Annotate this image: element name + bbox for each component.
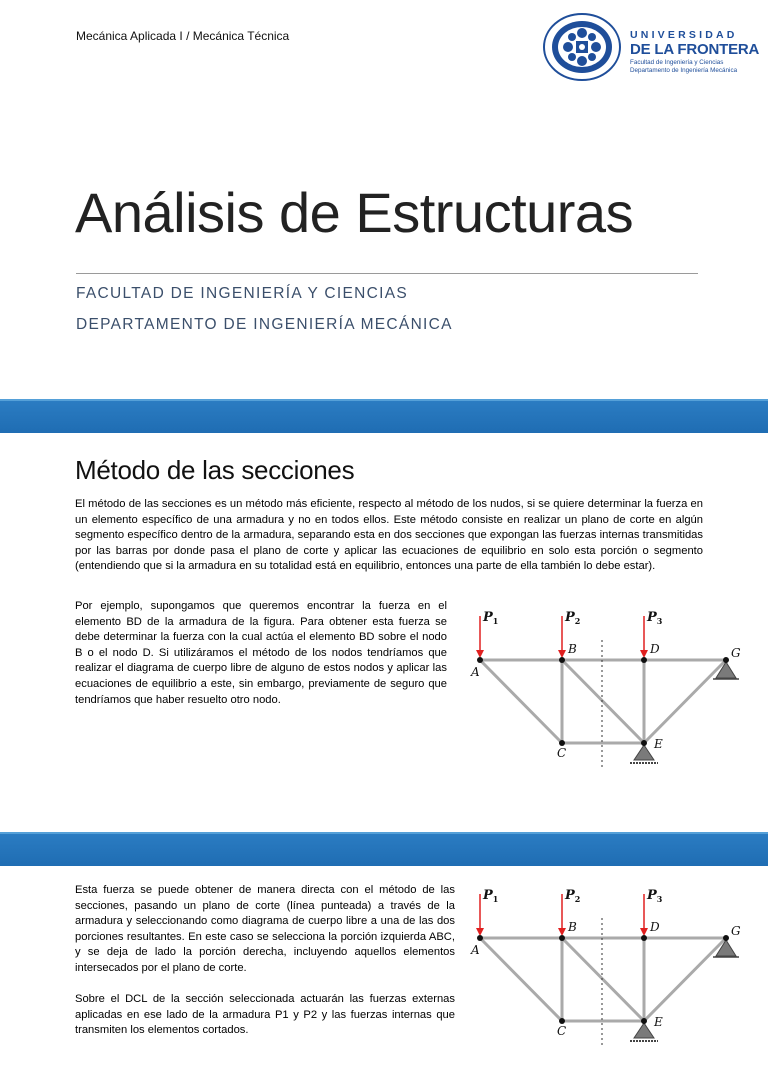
logo-department-line: Departamento de Ingeniería Mecánica (630, 67, 738, 74)
subtitle-department: DEPARTAMENTO DE INGENIERÍA MECÁNICA (76, 316, 453, 333)
section-paragraph-2: Por ejemplo, supongamos que queremos encontrar la fuerza en el elemento BD de la armadura de la figura. Para obtener esta fuerza se debe determinar la fuerza con la cual actúa el elemento BD sobre el nodo B o el nodo D. Si utilizáramos el método de los nodos tendríamos que realizar el diagrama de cuerpo libre de alguno de estos nodos y aplicar las ecuaciones de equilibrio a este, sin embargo, previamente de seguro que tendríamos que haber resuelto otro nodo. (75, 600, 447, 706)
load-label-p3: $P_3$ (647, 888, 663, 904)
truss-figure-2 (458, 878, 748, 1063)
logo-faculty (630, 59, 737, 75)
node-e (641, 740, 647, 746)
section-paragraph-1: El método de las secciones es un método más eficiente, respecto al método de los nudos, si se quiere determinar la fuerza en un elemento específico de una armadura y no en todos ellos. Este método consiste en realizar un plano de corte en algún segmento específico dentro de la armadura, separando esta en dos secciones que expongan las fuerzas internas transmitidas por las barras por donde pasa el plano de corte y aplicar las ecuaciones de equilibrio en solo esta porción o segmento (entendiendo que si la armadura en su totalidad está en equilibrio, entonces una parte de ella también lo debe estar). (75, 498, 703, 573)
support-e (634, 1023, 654, 1038)
truss-figure (458, 600, 748, 785)
node-a (477, 935, 483, 941)
load-arrowhead-3 (640, 928, 648, 936)
node-d (641, 657, 647, 663)
node-label-d: D (650, 920, 660, 934)
node-label-g: G (731, 646, 741, 660)
load-label-p2: $P_2$ (565, 610, 581, 626)
slide-separator-2 (0, 832, 768, 866)
node-g (723, 657, 729, 663)
section-title: Método de las secciones (75, 455, 355, 485)
node-e (641, 1018, 647, 1024)
node-label-g: G (731, 924, 741, 938)
load-label-p1: $P_1$ (483, 888, 499, 904)
node-label-d: D (650, 642, 660, 656)
node-label-a: A (471, 665, 480, 679)
slide3-paragraph-1: Esta fuerza se puede obtener de manera directa con el método de las secciones, pasando un plano de corte (línea punteada) a través de la armadura y seleccionando como diagrama de cuerpo libre a una de las dos porciones resultantes. En este caso se selecciona la porción izquierda ABC, y se deja de lado la porción derecha, incluyendo aquellos elementos intersecados por el plano de corte. (75, 884, 455, 974)
load-arrowhead-1 (476, 928, 484, 936)
member-AC (480, 660, 562, 743)
node-label-b: B (568, 642, 577, 656)
node-label-b: B (568, 920, 577, 934)
support-g (716, 662, 736, 678)
subtitle-faculty: FACULTAD DE INGENIERÍA Y CIENCIAS (76, 285, 409, 302)
load-arrowhead-3 (640, 650, 648, 658)
member-BE (562, 938, 644, 1021)
node-label-e: E (654, 737, 663, 751)
load-arrowhead-2 (558, 650, 566, 658)
logo-university: UNIVERSIDAD (630, 29, 738, 41)
presentation-title: Análisis de Estructuras (75, 181, 634, 244)
slide3-paragraph-2: Sobre el DCL de la sección seleccionada actuarán las fuerzas externas aplicadas en ese lado de la armadura P1 y P2 y las fuerzas internas que transmiten los elementos cortados. (75, 993, 455, 1037)
node-g (723, 935, 729, 941)
member-EG (644, 660, 726, 743)
university-seal-icon (540, 10, 630, 85)
load-label-p1: $P_1$ (483, 610, 499, 626)
node-a (477, 657, 483, 663)
node-label-e: E (654, 1015, 663, 1029)
support-e (634, 745, 654, 760)
title-divider (76, 273, 698, 274)
logo-frontera: DE LA FRONTERA (630, 41, 760, 58)
node-b (559, 657, 565, 663)
node-label-c: C (557, 746, 567, 760)
node-label-a: A (471, 943, 480, 957)
member-AC (480, 938, 562, 1021)
node-d (641, 935, 647, 941)
node-b (559, 935, 565, 941)
slide-separator (0, 399, 768, 433)
member-BE (562, 660, 644, 743)
course-name: Mecánica Aplicada I / Mecánica Técnica (76, 29, 290, 43)
load-arrowhead-2 (558, 928, 566, 936)
member-EG (644, 938, 726, 1021)
load-arrowhead-1 (476, 650, 484, 658)
load-label-p3: $P_3$ (647, 610, 663, 626)
support-g (716, 940, 736, 956)
load-label-p2: $P_2$ (565, 888, 581, 904)
node-label-c: C (557, 1024, 567, 1038)
logo-faculty-line: Facultad de Ingeniería y Ciencias (630, 59, 724, 66)
